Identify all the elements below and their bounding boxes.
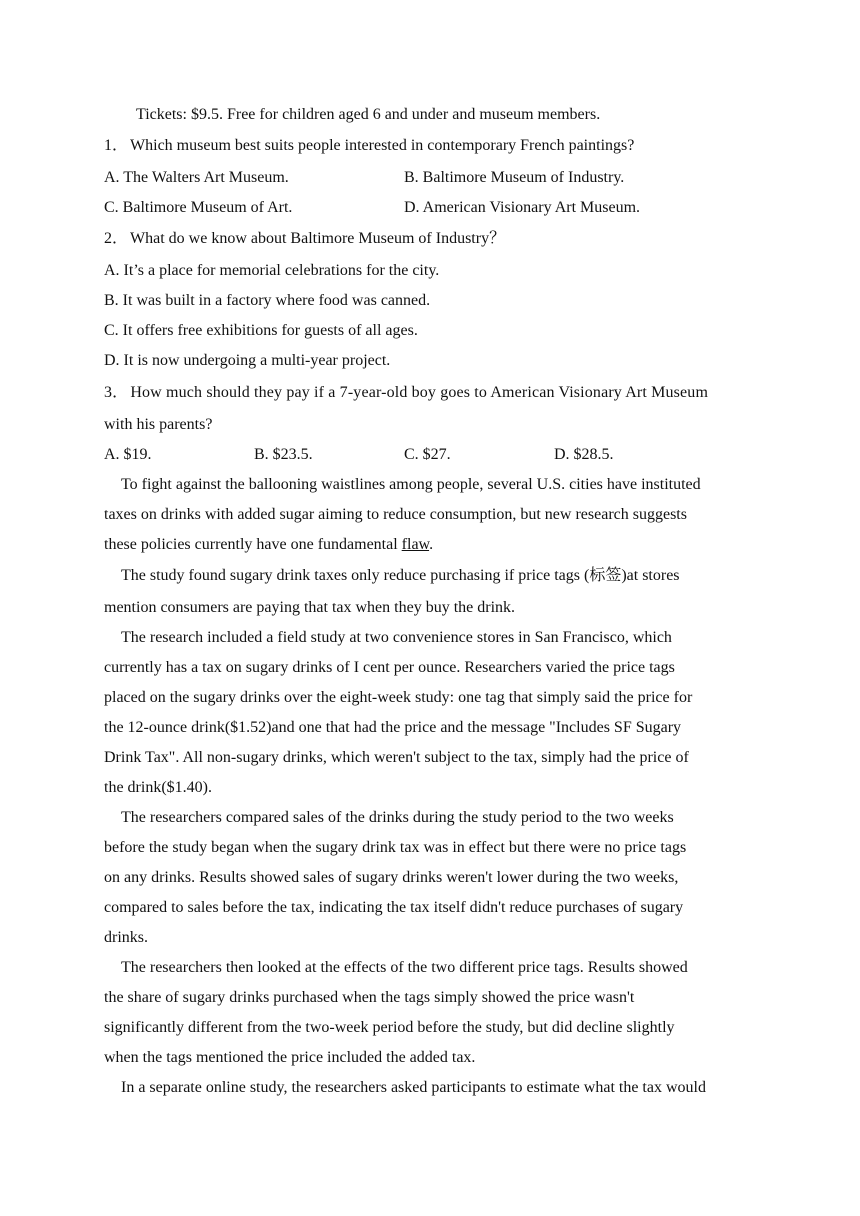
question-2-option-a: A. It’s a place for memorial celebrations for the city.	[104, 262, 440, 279]
question-3	[104, 383, 708, 403]
question-3-option-c: C. $27.	[404, 446, 451, 463]
question-2-option-c: C. It offers free exhibitions for guests of all ages.	[104, 322, 418, 339]
question-2-text: What do we know about Baltimore Museum of Industry？	[130, 230, 506, 247]
question-2-option-d: D. It is now undergoing a multi-year project.	[104, 352, 391, 369]
passage-p5-line4: when the tags mentioned the price included the added tax.	[104, 1049, 476, 1066]
passage-p1-line3	[104, 535, 433, 555]
passage-p4-line4: compared to sales before the tax, indicating the tax itself didn't reduce purchases of sugary	[104, 899, 684, 916]
passage-p5-line2: the share of sugary drinks purchased when the tags simply showed the price wasn't	[104, 989, 635, 1006]
question-1-option-a: A. The Walters Art Museum.	[104, 169, 289, 186]
question-1-number: 1．	[104, 137, 129, 154]
question-1-option-c: C. Baltimore Museum of Art.	[104, 199, 293, 216]
passage-p1-line2: taxes on drinks with added sugar aiming to reduce consumption, but new research suggests	[104, 506, 687, 523]
passage-p3-line4: the 12-ounce drink($1.52)and one that had the price and the message "Includes SF Sugary	[104, 719, 682, 736]
passage-p5-line1: The researchers then looked at the effects of the two different price tags. Results showed	[121, 959, 688, 976]
question-3-option-b: B. $23.5.	[254, 446, 313, 463]
passage-p3-line2: currently has a tax on sugary drinks of I cent per ounce. Researchers varied the price tags	[104, 659, 675, 676]
question-3-text-line2: with his parents?	[104, 416, 213, 433]
passage-p4-line3: on any drinks. Results showed sales of sugary drinks weren't lower during the two weeks,	[104, 869, 679, 886]
question-2-number: 2．	[104, 230, 129, 247]
passage-p3-line3: placed on the sugary drinks over the eight-week study: one tag that simply said the price for	[104, 689, 693, 706]
passage-p3-line5: Drink Tax". All non-sugary drinks, which weren't subject to the tax, simply had the price of	[104, 749, 689, 766]
question-1-text: Which museum best suits people interested in contemporary French paintings?	[130, 137, 635, 154]
question-2	[104, 229, 505, 249]
passage-p1-line3-end: .	[429, 536, 434, 553]
passage-p6-line1: In a separate online study, the researchers asked participants to estimate what the tax would	[121, 1079, 706, 1096]
question-3-number: 3．	[104, 384, 129, 401]
question-3-option-d: D. $28.5.	[554, 446, 614, 463]
question-1	[104, 136, 634, 156]
passage-p5-line3: significantly different from the two-week period before the study, but did decline slightly	[104, 1019, 675, 1036]
passage-p4-line1: The researchers compared sales of the drinks during the study period to the two weeks	[121, 809, 674, 826]
passage-p2-line1: The study found sugary drink taxes only reduce purchasing if price tags (标签)at stores	[121, 567, 680, 584]
passage-p1-line1: To fight against the ballooning waistlines among people, several U.S. cities have instituted	[121, 476, 701, 493]
tickets-info: Tickets: $9.5. Free for children aged 6 and under and museum members.	[136, 106, 601, 123]
passage-p3-line1: The research included a field study at two convenience stores in San Francisco, which	[121, 629, 672, 646]
passage-p4-line2: before the study began when the sugary drink tax was in effect but there were no price tags	[104, 839, 687, 856]
passage-p4-line5: drinks.	[104, 929, 148, 946]
question-2-option-b: B. It was built in a factory where food was canned.	[104, 292, 431, 309]
question-1-option-b: B. Baltimore Museum of Industry.	[404, 169, 625, 186]
passage-p3-line6: the drink($1.40).	[104, 779, 212, 796]
question-3-option-a: A. $19.	[104, 446, 152, 463]
question-1-option-d: D. American Visionary Art Museum.	[404, 199, 641, 216]
question-3-text-line1: How much should they pay if a 7-year-old boy goes to American Visionary Art Museum	[130, 384, 709, 401]
underlined-word-flaw: flaw	[401, 536, 430, 553]
passage-p1-line3-text: these policies currently have one fundamental	[104, 536, 402, 553]
passage-p2-line2: mention consumers are paying that tax when they buy the drink.	[104, 599, 516, 616]
